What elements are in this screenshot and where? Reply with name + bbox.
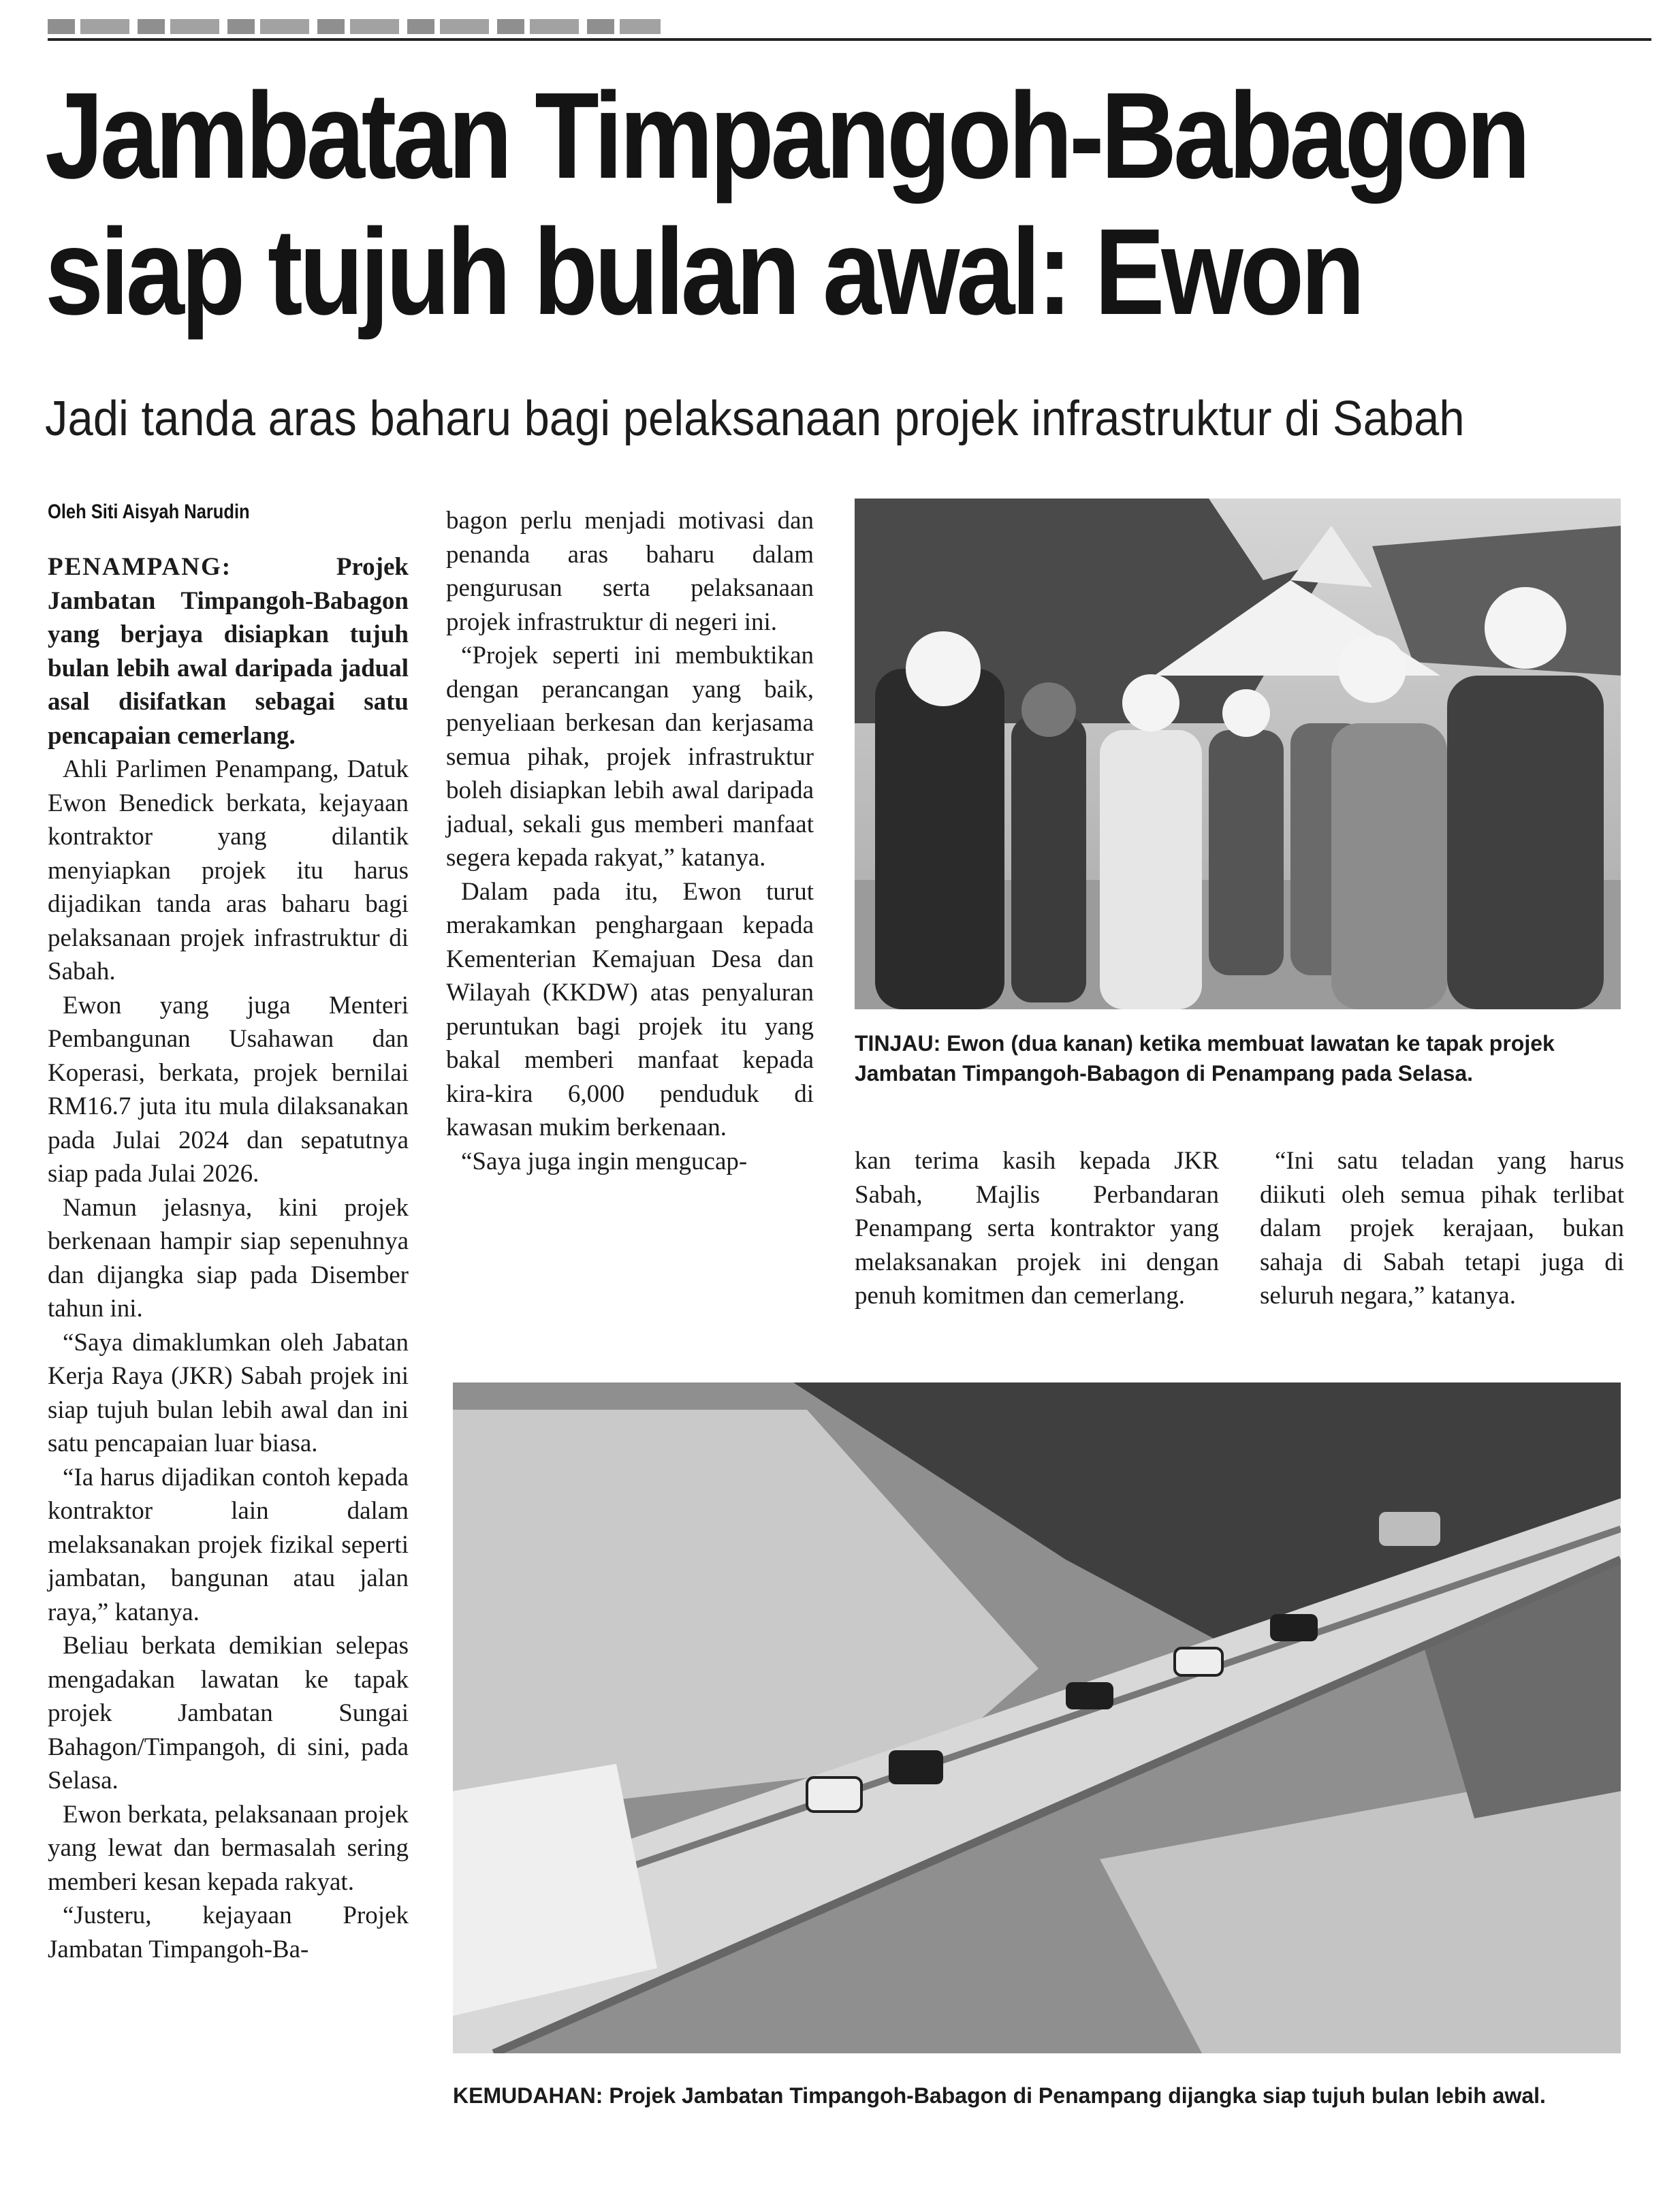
aerial-bridge-photo (453, 1382, 1621, 2053)
body-paragraph: “Ini satu teladan yang harus diikuti oleh semua pihak terlibat dalam projek kerajaan, bukan sahaja di Sabah tetapi juga di seluruh negara,” katanya. (1260, 1147, 1624, 1310)
site-visit-photo (855, 499, 1621, 1009)
site-visit-illustration (855, 499, 1621, 1009)
headline-line-1: Jambatan Timpangoh-Babagon (45, 67, 1527, 204)
body-paragraph: “Projek seperti ini membuktikan dengan perancangan yang baik, penyeliaan berkesan dan kerjasama semua pihak, projek infrastruktur boleh disiapkan lebih awal daripada jadual, sekali gus memberi manfaat segera kepada rakyat,” katanya. (446, 642, 814, 872)
body-paragraph: Namun jelasnya, kini projek berkenaan hampir siap sepenuhnya dan dijangka siap pada Disember tahun ini. (48, 1193, 409, 1323)
headline-line-2: siap tujuh bulan awal: Ewon (45, 204, 1362, 341)
aerial-bridge-illustration (453, 1382, 1621, 2053)
byline: Oleh Siti Aisyah Narudin (48, 501, 250, 523)
photo-1-caption (855, 1028, 1624, 1088)
body-paragraph: kan terima kasih kepada JKR Sabah, Majlis Perbandaran Penampang serta kontraktor yang melaksanakan projek ini dengan penuh komitmen dan cemerlang. (855, 1147, 1219, 1310)
photo-2-caption (453, 2081, 1624, 2111)
body-paragraph: “Saya juga ingin mengucap- (461, 1147, 748, 1175)
masthead-fragment (48, 19, 661, 34)
caption-text: Projek Jambatan Timpangoh-Babagon di Penampang dijangka siap tujuh bulan lebih awal. (609, 2083, 1546, 2108)
article-column-4 (1260, 1144, 1624, 1313)
deck-subheadline: Jadi tanda aras baharu bagi pelaksanaan projek infrastruktur di Sabah (45, 392, 1465, 446)
lead-text: Projek Jambatan Timpangoh-Babagon yang berjaya disiapkan tujuh bulan lebih awal daripada jadual asal disifatkan sebagai satu pencapaian cemerlang. (48, 553, 409, 750)
body-paragraph: “Saya dimaklumkan oleh Jabatan Kerja Raya (JKR) Sabah projek ini siap tujuh bulan lebih awal dan ini satu pencapaian luar biasa. (48, 1328, 409, 1457)
body-paragraph: Ahli Parlimen Penampang, Datuk Ewon Benedick berkata, kejayaan kontraktor yang dilantik menyiapkan projek itu harus dijadikan tanda aras baharu bagi pelaksanaan projek infrastruktur di Sabah. (48, 755, 409, 985)
top-rule (48, 38, 1651, 41)
body-paragraph: Ewon yang juga Menteri Pembangunan Usahawan dan Koperasi, berkata, projek bernilai RM16.7 juta itu mula dilaksanakan pada Julai 2024 dan sepatutnya siap pada Julai 2026. (48, 991, 409, 1188)
lead-paragraph (48, 550, 409, 753)
caption-label: KEMUDAHAN: (453, 2083, 603, 2108)
body-paragraph: Dalam pada itu, Ewon turut merakamkan penghargaan kepada Kementerian Kemajuan Desa dan Wilayah (KKDW) atas penyaluran peruntukan bagi projek itu yang bakal memberi manfaat kepada kira-kira 6,000 penduduk di kawasan mukim berkenaan. (446, 877, 814, 1141)
body-paragraph: “Ia harus dijadikan contoh kepada kontraktor lain dalam melaksanakan projek fizikal seperti jambatan, bangunan atau jalan raya,” katanya. (48, 1463, 409, 1626)
caption-label: TINJAU: (855, 1031, 941, 1056)
body-paragraph: Ewon berkata, pelaksanaan projek yang lewat dan bermasalah sering memberi kesan kepada rakyat. (48, 1800, 409, 1896)
article-column-1 (48, 550, 409, 1966)
body-paragraph: “Justeru, kejayaan Projek Jambatan Timpangoh-Ba- (48, 1901, 409, 1963)
article-column-2 (446, 504, 814, 1178)
headline (45, 67, 1527, 341)
dateline: PENAMPANG: (48, 553, 232, 581)
body-paragraph: Beliau berkata demikian selepas mengadakan lawatan ke tapak projek Jambatan Sungai Bahagon/Timpangoh, di sini, pada Selasa. (48, 1632, 409, 1795)
body-paragraph: bagon perlu menjadi motivasi dan penanda aras baharu dalam pengurusan serta pelaksanaan projek infrastruktur di negeri ini. (446, 507, 814, 636)
article-column-3 (855, 1144, 1219, 1313)
caption-text: Ewon (dua kanan) ketika membuat lawatan ke tapak projek Jambatan Timpangoh-Babagon di Penampang pada Selasa. (855, 1031, 1555, 1086)
